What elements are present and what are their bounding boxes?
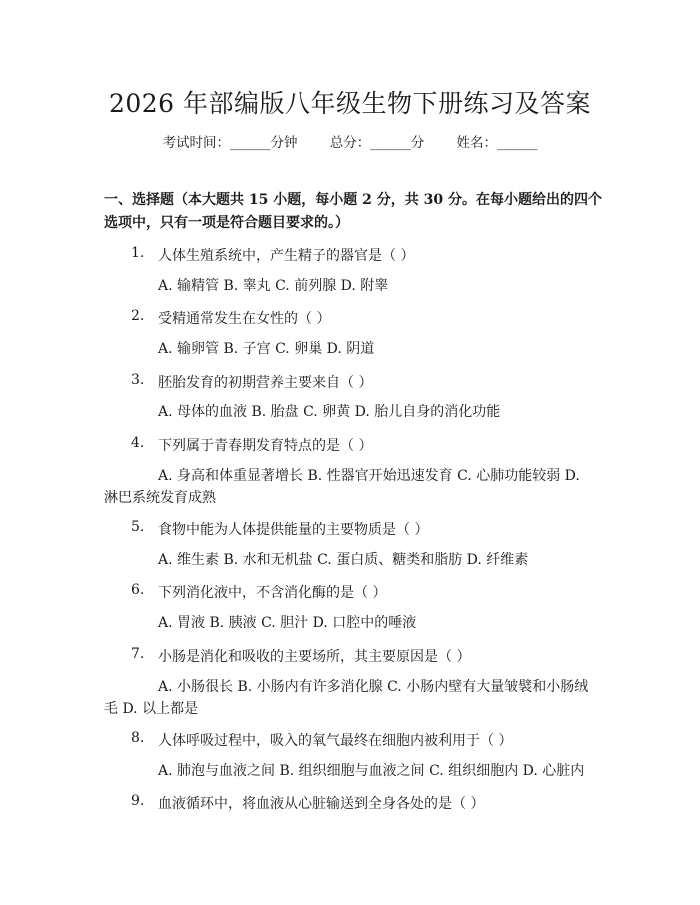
section-heading: 一、选择题（本大题共 15 小题，每小题 2 分，共 30 分。在每小题给出的四个选项中，只有一项是符合题目要求的。） [104, 192, 602, 231]
exam-info-line [0, 131, 700, 151]
question-text: 人体生殖系统中，产生精子的器官是（ ） [158, 248, 415, 264]
question-text: 下列属于青春期发育特点的是（ ） [158, 438, 373, 454]
question-number: 4. [131, 435, 145, 451]
question-options: A. 小肠很长 B. 小肠内有许多消化腺 C. 小肠内壁有大量皱襞和小肠绒毛 D. 以上都是 [104, 679, 589, 717]
question-number: 5. [131, 519, 145, 535]
question-options: A. 胃液 B. 胰液 C. 胆汁 D. 口腔中的唾液 [158, 615, 417, 631]
question-text: 胚胎发育的初期营养主要来自（ ） [158, 375, 373, 391]
question-number: 3. [131, 372, 145, 388]
question-number: 2. [131, 308, 145, 324]
question-options: A. 维生素 B. 水和无机盐 C. 蛋白质、糖类和脂肪 D. 纤维素 [158, 552, 529, 568]
document-title: 2026 年部编版八年级生物下册练习及答案 [108, 89, 592, 118]
total-score-field: 总分：______分 [329, 135, 425, 151]
question-text: 血液循环中，将血液从心脏输送到全身各处的是（ ） [158, 796, 485, 812]
question-options: A. 母体的血液 B. 胎盘 C. 卵黄 D. 胎儿自身的消化功能 [158, 404, 501, 420]
question-number: 1. [131, 245, 145, 261]
question-text: 人体呼吸过程中，吸入的氧气最终在细胞内被利用于（ ） [158, 733, 513, 749]
student-name-field: 姓名：______ [456, 135, 538, 151]
question-text: 下列消化液中，不含消化酶的是（ ） [158, 585, 387, 601]
question-text: 受精通常发生在女性的（ ） [158, 311, 331, 327]
question-number: 8. [131, 730, 145, 746]
question-options: A. 肺泡与血液之间 B. 组织细胞与血液之间 C. 组织细胞内 D. 心脏内 [158, 763, 585, 779]
question-text: 食物中能为人体提供能量的主要物质是（ ） [158, 522, 429, 538]
question-options: A. 输精管 B. 睾丸 C. 前列腺 D. 附睾 [158, 278, 389, 294]
exam-time-field: 考试时间：______分钟 [162, 135, 298, 151]
question-number: 6. [131, 582, 145, 598]
question-options: A. 身高和体重显著增长 B. 性器官开始迅速发育 C. 心肺功能较弱 D. 淋巴系统发育成熟 [104, 468, 580, 506]
question-options: A. 输卵管 B. 子宫 C. 卵巢 D. 阴道 [158, 341, 375, 357]
question-text: 小肠是消化和吸收的主要场所，其主要原因是（ ） [158, 649, 471, 665]
question-number: 7. [131, 646, 145, 662]
question-number: 9. [131, 793, 145, 809]
